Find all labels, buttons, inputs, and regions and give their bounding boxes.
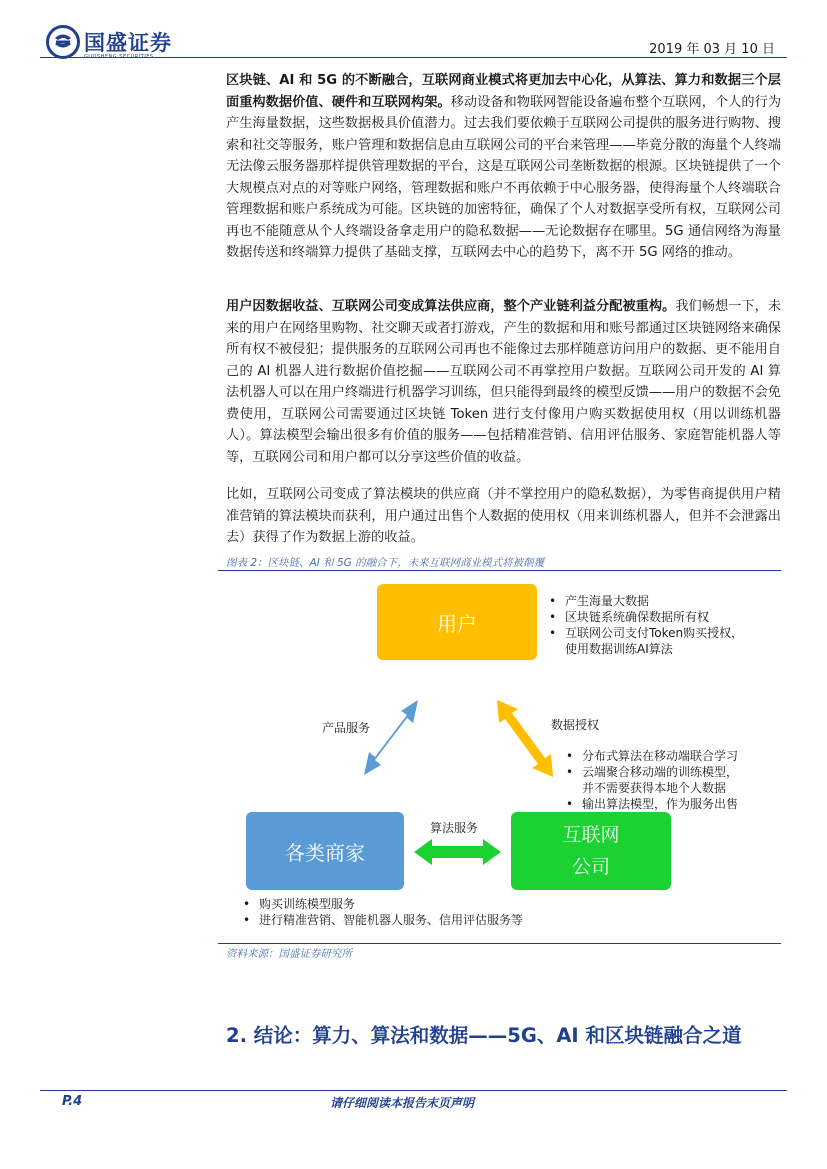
figure-source: 资料来源：国盛证券研究所 <box>226 948 352 960</box>
list-item: • 购买训练模型服务 <box>243 896 523 912</box>
algorithm-service-arrow <box>414 839 501 865</box>
list-item: • 云端聚合移动端的训练模型， <box>566 764 738 780</box>
paragraph-1-body: 移动设备和物联网智能设备遍布整个互联网，个人的行为产生海量数据，这些数据极具价值潜力。过去我们要依赖于互联网公司提供的服务进行购物、搜索和社交等服务，账户管理和数据信息由互联网公司的平台来管理——毕竟分散的海量个人终端无法像云服务器那样提供管理数据的平台，这是互联网公司垄断数据的根源。区块链提供了一个大规模点对点的对等账户网络，管理数据和账户不再依赖于中心服务器，使得海量个人终端联合管理数据和账户系统成为可能。区块链的加密特征，确保了个人对数据享受所有权，互联网公司再也不能随意从个人终端设备拿走用户的隐私数据——无论数据存在哪里。5G 通信网络为海量数据传送和终端算力提供了基础支撑，互联网去中心的趋势下，离不开 5G 网络的推动。 <box>226 94 782 260</box>
paragraph-2-lead: 用户因数据收益、互联网公司变成算法供应商，整个产业链利益分配被重构。 <box>226 299 676 314</box>
section-title: 2. 结论：算力、算法和数据——5G、AI 和区块链融合之道 <box>226 1024 742 1047</box>
paragraph-1-lead: 区块链、AI 和 5G 的不断融合，互联网商业模式将更加去中心化，从算法、算力和数据三个层面重构数据价值、硬件和互联网构架。 <box>226 73 781 110</box>
internet-company-box <box>511 812 671 890</box>
brand-subtitle: GUOSHENG SECURITIES <box>84 54 154 60</box>
list-item: • 产生海量大数据 <box>549 593 743 609</box>
report-date: 2019 年 03 月 10 日 <box>649 42 775 57</box>
list-item: • 进行精准营销、智能机器人服务、信用评估服务等 <box>243 912 523 928</box>
merchant-bullet-list <box>243 896 523 928</box>
paragraph-3-body: 比如，互联网公司变成了算法模块的供应商（并不掌控用户的隐私数据），为零售商提供用户精准营销的算法模块而获利，用户通过出售个人数据的使用权（用来训练机器人，但并不会泄露出去）获得了作为数据上游的收益。 <box>226 487 781 545</box>
figure-bottom-rule <box>218 943 781 944</box>
footer-divider <box>40 1090 787 1091</box>
data-authorization-arrow <box>497 700 553 777</box>
company-box-line2: 公司 <box>571 856 610 878</box>
list-item: • 分布式算法在移动端联合学习 <box>566 748 738 764</box>
figure-caption: 图表 2：区块链、AI 和 5G 的融合下，未来互联网商业模式将被颠覆 <box>226 557 545 569</box>
data-authorization-label: 数据授权 <box>551 718 600 732</box>
user-box-label: 用户 <box>437 611 477 636</box>
merchant-box <box>246 812 404 890</box>
footer-disclaimer: 请仔细阅读本报告末页声明 <box>330 1096 475 1110</box>
list-item: • 区块链系统确保数据所有权 <box>549 609 743 625</box>
list-item: • 互联网公司支付Token购买授权， <box>549 625 743 641</box>
product-service-arrow <box>364 700 418 775</box>
brand-name: 国盛证券 <box>84 31 172 55</box>
user-box <box>377 584 537 660</box>
list-item-continuation: 使用数据训练AI算法 <box>565 642 673 656</box>
company-box-line1: 互联网 <box>562 824 620 846</box>
merchant-box-label: 各类商家 <box>285 840 365 865</box>
paragraph-2-body: 我们畅想一下，未来的用户在网络里购物、社交聊天或者打游戏，产生的数据和用和账号都通过区块链网络来确保所有权不被侵犯；提供服务的互联网公司再也不能像过去那样随意访问用户的数据、更不能用自己的 AI 机器人进行数据价值挖掘——互联网公司不再掌控用户数据。互联网公司开发的 AI 算法机器人可以在用户终端进行机器学习训练，但只能得到最终的模型反馈——用户的数据不会免费使用，互联网公司需要通过区块链 Token 进行支付像用户购买数据使用权（用以训练机器人）。算法模型会输出很多有价值的服务——包括精准营销、信用评估服务、家庭智能机器人等等，互联网公司和用户都可以分享这些价值的收益。 <box>226 299 782 465</box>
list-item-continuation: 并不需要获得本地个人数据 <box>582 781 727 795</box>
list-item: • 输出算法模型，作为服务出售 <box>566 796 738 812</box>
algorithm-service-label: 算法服务 <box>430 821 479 835</box>
company-bullet-list <box>566 748 738 812</box>
user-bullet-list <box>549 593 743 657</box>
page-number: P.4 <box>62 1094 83 1109</box>
product-service-label: 产品服务 <box>322 721 371 735</box>
